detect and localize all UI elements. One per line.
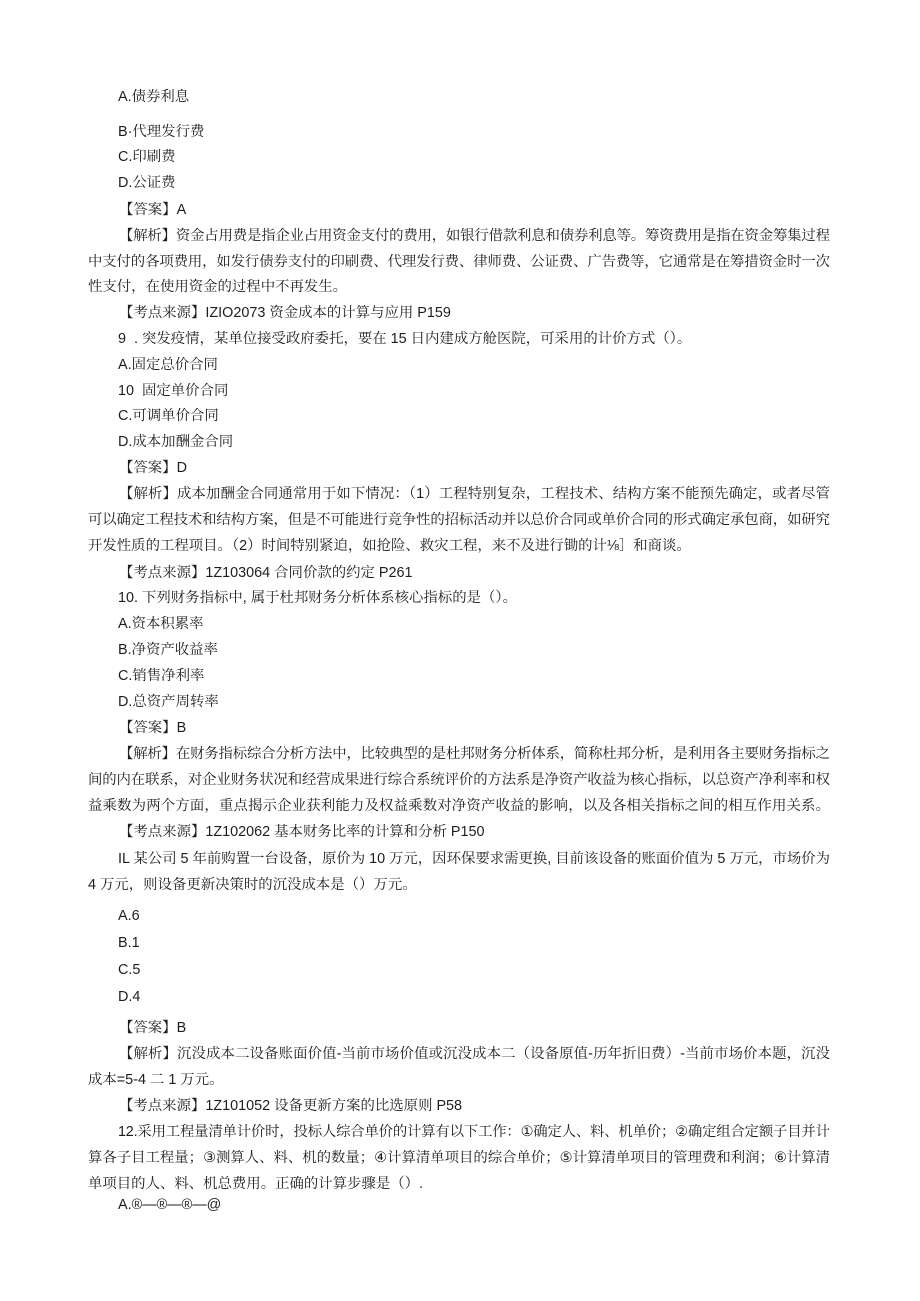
answer-line: 【答案】A bbox=[119, 202, 187, 218]
question-stem: 4 万元，则设备更新决策时的沉没成本是（）万元。 bbox=[88, 877, 417, 893]
answer-line: 【答案】B bbox=[119, 720, 187, 736]
option-a: A.资本积累率 bbox=[118, 616, 204, 632]
option-b: B.1 bbox=[118, 935, 140, 951]
question-stem: 9 . 突发疫情，某单位接受政府委托，要在 15 日内建成方舱医院，可采用的计价方式（）。 bbox=[118, 331, 692, 347]
source-line: 【考点来源】1Z101052 设备更新方案的比选原则 P58 bbox=[119, 1098, 463, 1114]
answer-line: 【答案】D bbox=[119, 460, 187, 476]
option-c: C.可调单价合同 bbox=[118, 408, 219, 424]
option-c: C.印刷费 bbox=[118, 149, 176, 165]
option-d: D.总资产周转率 bbox=[118, 694, 219, 710]
question-stem: 算各子目工程量；③测算人、料、机的数量；④计算清单项目的综合单价；⑤计算清单项目的管理费和利润；⑥计算清 bbox=[88, 1150, 830, 1166]
option-b: 10 固定单价合同 bbox=[118, 383, 229, 399]
option-a: A.债券利息 bbox=[118, 89, 190, 105]
question-stem: 单项目的人、料、机总费用。正确的计算步骤是（）. bbox=[88, 1176, 423, 1192]
option-d: D.4 bbox=[118, 989, 141, 1005]
option-a: A.®—®—®—@ bbox=[118, 1197, 222, 1213]
option-b: B·代理发行费 bbox=[118, 124, 205, 140]
option-b: B.净资产收益率 bbox=[118, 642, 218, 658]
source-line: 【考点来源】IZIO2073 资金成本的计算与应用 P159 bbox=[119, 305, 451, 321]
question-stem: IL 某公司 5 年前购置一台设备，原价为 10 万元，因环保要求需更换, 目前该设备的账面价值为 5 万元，市场价为 bbox=[118, 851, 830, 867]
option-c: C.销售净利率 bbox=[118, 668, 205, 684]
option-c: C.5 bbox=[118, 962, 141, 978]
analysis-line: 成本=5-4 二 1 万元。 bbox=[88, 1072, 224, 1088]
analysis-line: 开发性质的工程项目。（2）时间特别紧迫，如抢险、救灾工程，来不及进行锄的计⅛］和商谈。 bbox=[88, 538, 691, 554]
option-d: D.成本加酬金合同 bbox=[118, 434, 234, 450]
analysis-line: 【解析】成本加酬金合同通常用于如下情况：（1）工程特别复杂，工程技术、结构方案不能预先确定，或者尽管 bbox=[119, 486, 831, 502]
analysis-line: 可以确定工程技术和结构方案，但是不可能进行竞争性的招标活动并以总价合同或单价合同的形式确定承包商，如研究 bbox=[88, 512, 830, 528]
analysis-line: 益乘数为两个方面，重点揭示企业获利能力及权益乘数对净资产收益的影响，以及各相关指标之间的相互作用关系。 bbox=[88, 798, 831, 814]
analysis-line: 【解析】在财务指标综合分析方法中，比较典型的是杜邦财务分析体系，简称杜邦分析，是利用各主要财务指标之 bbox=[119, 746, 830, 762]
question-stem: 12.采用工程量清单计价时，投标人综合单价的计算有以下工作：①确定人、料、机单价；②确定组合定额子目并计 bbox=[118, 1124, 830, 1140]
source-line: 【考点来源】1Z103064 合同价款的约定 P261 bbox=[119, 565, 413, 581]
analysis-line: 性支付，在使用资金的过程中不再发生。 bbox=[88, 279, 348, 295]
option-d: D.公证费 bbox=[118, 175, 176, 191]
analysis-line: 【解析】资金占用费是指企业占用资金支付的费用，如银行借款利息和债券利息等。筹资费用是指在资金筹集过程 bbox=[119, 228, 830, 244]
analysis-line: 间的内在联系，对企业财务状况和经营成果进行综合系统评价的方法系是净资产收益为核心指标，以总资产净利率和权 bbox=[88, 772, 830, 788]
answer-line: 【答案】B bbox=[119, 1020, 187, 1036]
option-a: A.6 bbox=[118, 908, 140, 924]
source-line: 【考点来源】1Z102062 基本财务比率的计算和分析 P150 bbox=[119, 824, 485, 840]
option-a: A.固定总价合同 bbox=[118, 357, 218, 373]
question-stem: 10. 下列财务指标中, 属于杜邦财务分析体系核心指标的是（）。 bbox=[118, 590, 517, 606]
analysis-line: 【解析】沉没成本二设备账面价值-当前市场价值或沉没成本二（设备原值-历年折旧费）-当前市场价本题，沉没 bbox=[119, 1046, 831, 1062]
analysis-line: 中支付的各项费用，如发行债券支付的印刷费、代理发行费、律师费、公证费、广告费等，它通常是在筹措资金时一次 bbox=[88, 254, 830, 270]
